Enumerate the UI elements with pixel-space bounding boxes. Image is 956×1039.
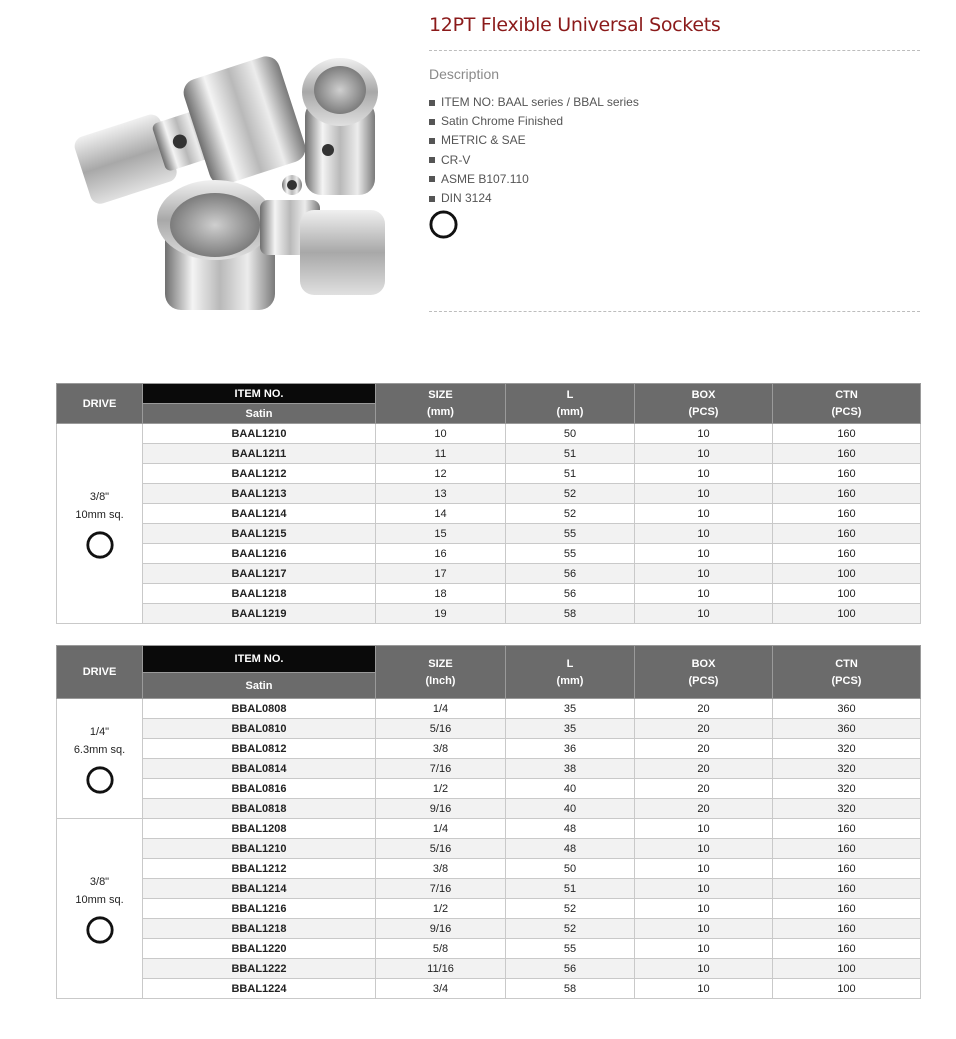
12-point-socket-icon [85, 765, 115, 795]
item-no-cell: BBAL0808 [143, 699, 376, 719]
header-item-finish: Satin [143, 404, 376, 424]
description-heading: Description [429, 66, 500, 82]
table-row [57, 504, 921, 524]
table-row [57, 444, 921, 464]
ctn-cell: 320 [773, 739, 921, 759]
feature-item: CR-V [429, 151, 639, 170]
header-ctn: CTN (PCS) [773, 384, 921, 424]
length-cell: 55 [506, 544, 635, 564]
length-cell: 50 [506, 859, 635, 879]
item-no-cell: BBAL1222 [143, 959, 376, 979]
ctn-cell: 100 [773, 959, 921, 979]
item-no-cell: BAAL1211 [143, 444, 376, 464]
size-cell: 10 [376, 424, 506, 444]
box-cell: 20 [635, 779, 773, 799]
ctn-cell: 160 [773, 819, 921, 839]
table-row [57, 544, 921, 564]
item-no-cell: BAAL1219 [143, 604, 376, 624]
size-cell: 16 [376, 544, 506, 564]
length-cell: 51 [506, 464, 635, 484]
product-image [60, 40, 400, 330]
table-row [57, 584, 921, 604]
length-cell: 52 [506, 899, 635, 919]
size-cell: 5/16 [376, 719, 506, 739]
ctn-cell: 160 [773, 464, 921, 484]
universal-socket-photo-icon [60, 40, 400, 330]
ctn-cell: 100 [773, 604, 921, 624]
ctn-cell: 160 [773, 544, 921, 564]
item-no-cell: BBAL1224 [143, 979, 376, 999]
size-cell: 1/2 [376, 779, 506, 799]
box-cell: 10 [635, 544, 773, 564]
square-bullet-icon [429, 196, 435, 202]
ctn-cell: 160 [773, 484, 921, 504]
size-cell: 12 [376, 464, 506, 484]
box-cell: 10 [635, 444, 773, 464]
size-cell: 7/16 [376, 759, 506, 779]
table-row [57, 959, 921, 979]
item-no-cell: BAAL1213 [143, 484, 376, 504]
page-title: 12PT Flexible Universal Sockets [429, 14, 721, 36]
feature-item: METRIC & SAE [429, 131, 639, 150]
square-bullet-icon [429, 157, 435, 163]
length-cell: 36 [506, 739, 635, 759]
feature-item: ITEM NO: BAAL series / BBAL series [429, 93, 639, 112]
header-item-finish: Satin [143, 673, 376, 699]
box-cell: 10 [635, 919, 773, 939]
feature-item: Satin Chrome Finished [429, 112, 639, 131]
table-row [57, 979, 921, 999]
item-no-cell: BAAL1215 [143, 524, 376, 544]
ctn-cell: 320 [773, 759, 921, 779]
spec-table-metric [56, 383, 921, 624]
header-box: BOX (PCS) [635, 384, 773, 424]
drive-size: 3/8" [89, 490, 110, 503]
table-row [57, 939, 921, 959]
length-cell: 35 [506, 719, 635, 739]
size-cell: 19 [376, 604, 506, 624]
drive-cell [57, 819, 143, 999]
length-cell: 52 [506, 919, 635, 939]
square-bullet-icon [429, 119, 435, 125]
ctn-cell: 100 [773, 564, 921, 584]
header-size: SIZE (mm) [376, 384, 506, 424]
ctn-cell: 160 [773, 899, 921, 919]
length-cell: 55 [506, 939, 635, 959]
size-cell: 1/2 [376, 899, 506, 919]
feature-item: ASME B107.110 [429, 170, 639, 189]
ctn-cell: 160 [773, 879, 921, 899]
size-cell: 11 [376, 444, 506, 464]
size-cell: 9/16 [376, 799, 506, 819]
ctn-cell: 160 [773, 919, 921, 939]
box-cell: 10 [635, 504, 773, 524]
size-cell: 17 [376, 564, 506, 584]
table-row [57, 779, 921, 799]
drive-size: 3/8" [89, 875, 110, 888]
size-cell: 9/16 [376, 919, 506, 939]
box-cell: 10 [635, 939, 773, 959]
item-no-cell: BAAL1210 [143, 424, 376, 444]
length-cell: 40 [506, 799, 635, 819]
size-cell: 11/16 [376, 959, 506, 979]
ctn-cell: 160 [773, 504, 921, 524]
box-cell: 20 [635, 719, 773, 739]
length-cell: 38 [506, 759, 635, 779]
ctn-cell: 360 [773, 699, 921, 719]
length-cell: 35 [506, 699, 635, 719]
table-row [57, 859, 921, 879]
size-cell: 5/8 [376, 939, 506, 959]
table-row [57, 819, 921, 839]
length-cell: 56 [506, 584, 635, 604]
item-no-cell: BBAL0814 [143, 759, 376, 779]
table-row [57, 759, 921, 779]
size-cell: 3/8 [376, 739, 506, 759]
ctn-cell: 160 [773, 939, 921, 959]
table-row [57, 424, 921, 444]
header-length: L (mm) [506, 646, 635, 699]
table-row [57, 879, 921, 899]
table-row [57, 839, 921, 859]
box-cell: 10 [635, 484, 773, 504]
box-cell: 10 [635, 899, 773, 919]
header-box: BOX (PCS) [635, 646, 773, 699]
box-cell: 20 [635, 739, 773, 759]
item-no-cell: BAAL1216 [143, 544, 376, 564]
box-cell: 10 [635, 879, 773, 899]
length-cell: 58 [506, 979, 635, 999]
spec-table-sae [56, 645, 921, 999]
header-ctn: CTN (PCS) [773, 646, 921, 699]
length-cell: 51 [506, 879, 635, 899]
box-cell: 10 [635, 524, 773, 544]
box-cell: 10 [635, 584, 773, 604]
ctn-cell: 360 [773, 719, 921, 739]
divider-bottom [429, 311, 920, 312]
square-bullet-icon [429, 138, 435, 144]
12-point-socket-icon [428, 209, 459, 240]
length-cell: 52 [506, 484, 635, 504]
feature-list [429, 93, 639, 208]
square-bullet-icon [429, 100, 435, 106]
drive-cell [57, 699, 143, 819]
box-cell: 10 [635, 604, 773, 624]
ctn-cell: 160 [773, 524, 921, 544]
table-row [57, 484, 921, 504]
size-cell: 14 [376, 504, 506, 524]
table-row [57, 739, 921, 759]
item-no-cell: BBAL1210 [143, 839, 376, 859]
drive-square: 10mm sq. [75, 508, 124, 521]
header-length: L (mm) [506, 384, 635, 424]
table-row [57, 919, 921, 939]
length-cell: 50 [506, 424, 635, 444]
drive-square: 6.3mm sq. [73, 743, 126, 756]
drive-cell [57, 424, 143, 624]
ctn-cell: 160 [773, 444, 921, 464]
table-row [57, 899, 921, 919]
box-cell: 10 [635, 564, 773, 584]
12-point-socket-icon [85, 530, 115, 560]
item-no-cell: BBAL1214 [143, 879, 376, 899]
ctn-cell: 320 [773, 799, 921, 819]
item-no-cell: BAAL1212 [143, 464, 376, 484]
item-no-cell: BAAL1214 [143, 504, 376, 524]
header-size: SIZE (Inch) [376, 646, 506, 699]
length-cell: 58 [506, 604, 635, 624]
box-cell: 10 [635, 839, 773, 859]
ctn-cell: 100 [773, 979, 921, 999]
item-no-cell: BBAL0816 [143, 779, 376, 799]
size-cell: 3/8 [376, 859, 506, 879]
ctn-cell: 160 [773, 424, 921, 444]
item-no-cell: BAAL1218 [143, 584, 376, 604]
table-row [57, 564, 921, 584]
size-cell: 13 [376, 484, 506, 504]
header-drive: DRIVE [57, 646, 143, 699]
length-cell: 52 [506, 504, 635, 524]
table-row [57, 799, 921, 819]
ctn-cell: 320 [773, 779, 921, 799]
length-cell: 48 [506, 839, 635, 859]
size-cell: 1/4 [376, 699, 506, 719]
table-row [57, 719, 921, 739]
size-cell: 5/16 [376, 839, 506, 859]
header-item-no: ITEM NO. [143, 384, 376, 404]
feature-item: DIN 3124 [429, 189, 639, 208]
table-row [57, 604, 921, 624]
square-bullet-icon [429, 176, 435, 182]
item-no-cell: BBAL0818 [143, 799, 376, 819]
drive-size: 1/4" [89, 725, 110, 738]
length-cell: 40 [506, 779, 635, 799]
table-row [57, 524, 921, 544]
size-cell: 15 [376, 524, 506, 544]
box-cell: 10 [635, 424, 773, 444]
box-cell: 10 [635, 464, 773, 484]
drive-square: 10mm sq. [75, 893, 124, 906]
item-no-cell: BBAL1218 [143, 919, 376, 939]
box-cell: 10 [635, 859, 773, 879]
ctn-cell: 160 [773, 839, 921, 859]
item-no-cell: BBAL1212 [143, 859, 376, 879]
size-cell: 1/4 [376, 819, 506, 839]
ctn-cell: 160 [773, 859, 921, 879]
12-point-socket-icon [85, 915, 115, 945]
length-cell: 56 [506, 564, 635, 584]
box-cell: 20 [635, 699, 773, 719]
box-cell: 10 [635, 959, 773, 979]
item-no-cell: BBAL0810 [143, 719, 376, 739]
item-no-cell: BBAL1216 [143, 899, 376, 919]
size-cell: 3/4 [376, 979, 506, 999]
box-cell: 20 [635, 799, 773, 819]
header-item-no: ITEM NO. [143, 646, 376, 673]
length-cell: 56 [506, 959, 635, 979]
ctn-cell: 100 [773, 584, 921, 604]
size-cell: 18 [376, 584, 506, 604]
item-no-cell: BBAL1208 [143, 819, 376, 839]
header-drive: DRIVE [57, 384, 143, 424]
box-cell: 10 [635, 979, 773, 999]
item-no-cell: BBAL1220 [143, 939, 376, 959]
size-cell: 7/16 [376, 879, 506, 899]
item-no-cell: BAAL1217 [143, 564, 376, 584]
table-row [57, 699, 921, 719]
length-cell: 48 [506, 819, 635, 839]
length-cell: 55 [506, 524, 635, 544]
length-cell: 51 [506, 444, 635, 464]
item-no-cell: BBAL0812 [143, 739, 376, 759]
table-row [57, 464, 921, 484]
box-cell: 20 [635, 759, 773, 779]
box-cell: 10 [635, 819, 773, 839]
divider-top [429, 50, 920, 51]
